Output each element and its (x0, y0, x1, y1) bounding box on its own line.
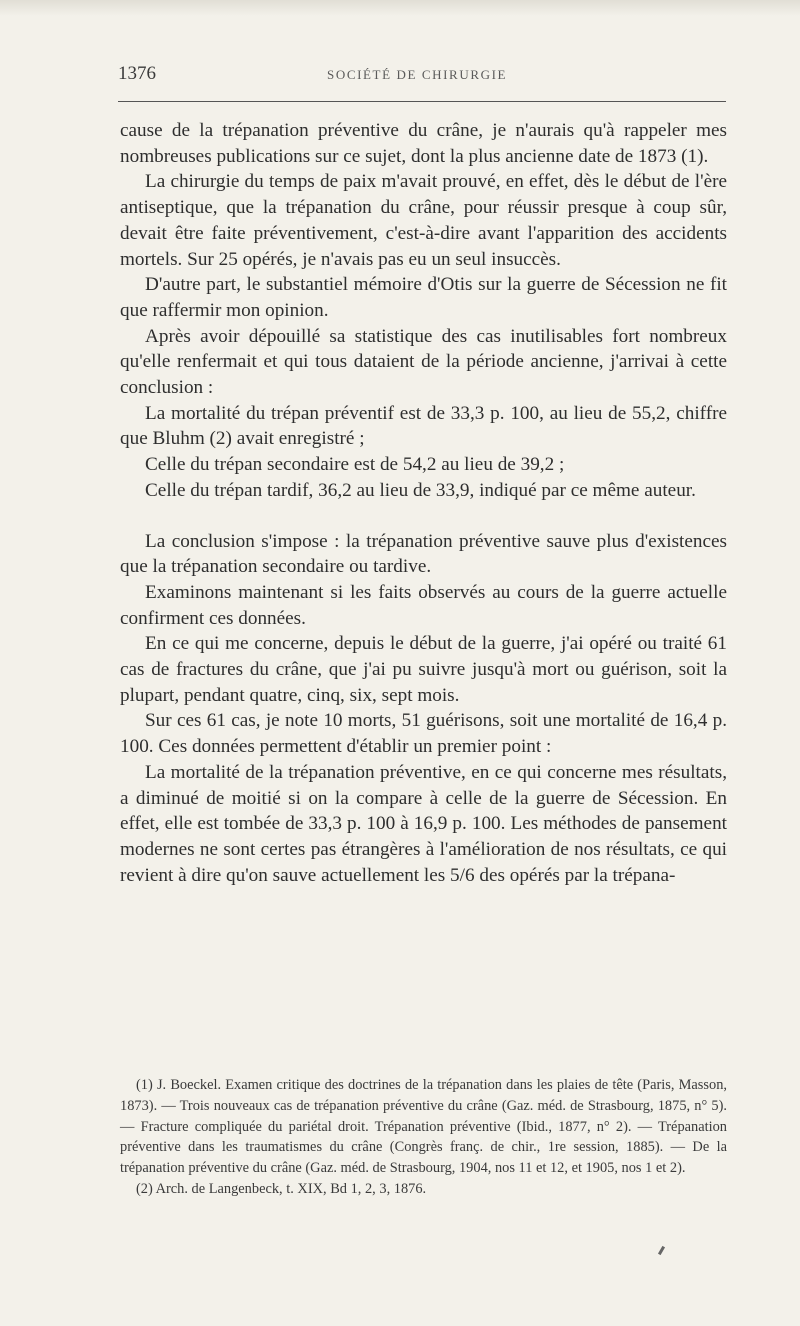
footnote-1: (1) J. Boeckel. Examen critique des doctrines de la trépanation dans les plaies de tête (Paris, Masson, 1873). — Trois nouveaux cas de trépanation préventive du crâne (Gaz. méd. de Strasbourg, 1875, n° 5). — Fracture compliquée du pariétal droit. Trépanation préventive (Ibid., 1877, n° 2). — Trépanation préventive dans les traumatismes du crâne (Congrès franç. de chir., 1re session, 1885). — De la trépanation préventive du crâne (Gaz. méd. de Strasbourg, 1904, nos 11 et 12, et 1905, nos 1 et 2). (120, 1077, 727, 1177)
stray-ink-mark (658, 1246, 665, 1255)
paragraph: Celle du trépan secondaire est de 54,2 au lieu de 39,2 ; (145, 454, 565, 476)
page-number: 1376 (118, 63, 156, 84)
paragraph: Celle du trépan tardif, 36,2 au lieu de 33,9, indiqué par ce même auteur. (145, 479, 696, 501)
footnote-2: (2) Arch. de Langenbeck, t. XIX, Bd 1, 2, 3, 1876. (136, 1180, 427, 1197)
body-text (120, 118, 727, 888)
running-head: SOCIÉTÉ DE CHIRURGIE (327, 67, 508, 82)
paragraph: D'autre part, le substantiel mémoire d'Otis sur la guerre de Sécession ne fit que raffermir mon opinion. (120, 274, 727, 321)
page-header (118, 63, 726, 87)
paragraph: La mortalité du trépan préventif est de 33,3 p. 100, au lieu de 55,2, chiffre que Bluhm (2) avait enregistré ; (120, 402, 727, 450)
header-rule (118, 101, 726, 102)
paragraph: La mortalité de la trépanation préventive, en ce qui concerne mes résultats, a diminué de moitié si on la compare à celle de la guerre de Sécession. En effet, elle est tombée de 33,3 p. 100 à 16,9 p. 100. Les méthodes de pansement modernes ne sont certes pas étrangères à l'amélioration de nos résultats, ce qui revient à dire qu'on sauve actuellement les 5/6 des opérés par la trépana- (120, 761, 727, 886)
paragraph: Sur ces 61 cas, je note 10 morts, 51 guérisons, soit une mortalité de 16,4 p. 100. Ces données permettent d'établir un premier point : (120, 710, 727, 758)
scan-edge-shadow (0, 0, 800, 16)
paragraph: En ce qui me concerne, depuis le début de la guerre, j'ai opéré ou traité 61 cas de fractures du crâne, que j'ai pu suivre jusqu'à mort ou guérison, soit la plupart, pendant quatre, cinq, six, sept mois. (120, 633, 727, 706)
paragraph: La chirurgie du temps de paix m'avait prouvé, en effet, dès le début de l'ère antiseptique, que la trépanation du crâne, pour réussir presque à coup sûr, devait être faite préventivement, c'est-à-dire avant l'apparition des accidents mortels. Sur 25 opérés, je n'avais pas eu un seul insuccès. (120, 171, 727, 270)
paragraph: Après avoir dépouillé sa statistique des cas inutilisables fort nombreux qu'elle renfermait et qui tous dataient de la période ancienne, j'arrivai à cette conclusion : (120, 325, 727, 399)
paragraph: La conclusion s'impose : la trépanation préventive sauve plus d'existences que la trépanation secondaire ou tardive. (120, 530, 727, 578)
paragraph: cause de la trépanation préventive du crâne, je n'aurais qu'à rappeler mes nombreuses publications sur ce sujet, dont la plus ancienne date de 1873 (1). (120, 120, 727, 167)
paragraph: Examinons maintenant si les faits observés au cours de la guerre actuelle confirment ces données. (120, 581, 727, 629)
footnotes (120, 1075, 727, 1200)
